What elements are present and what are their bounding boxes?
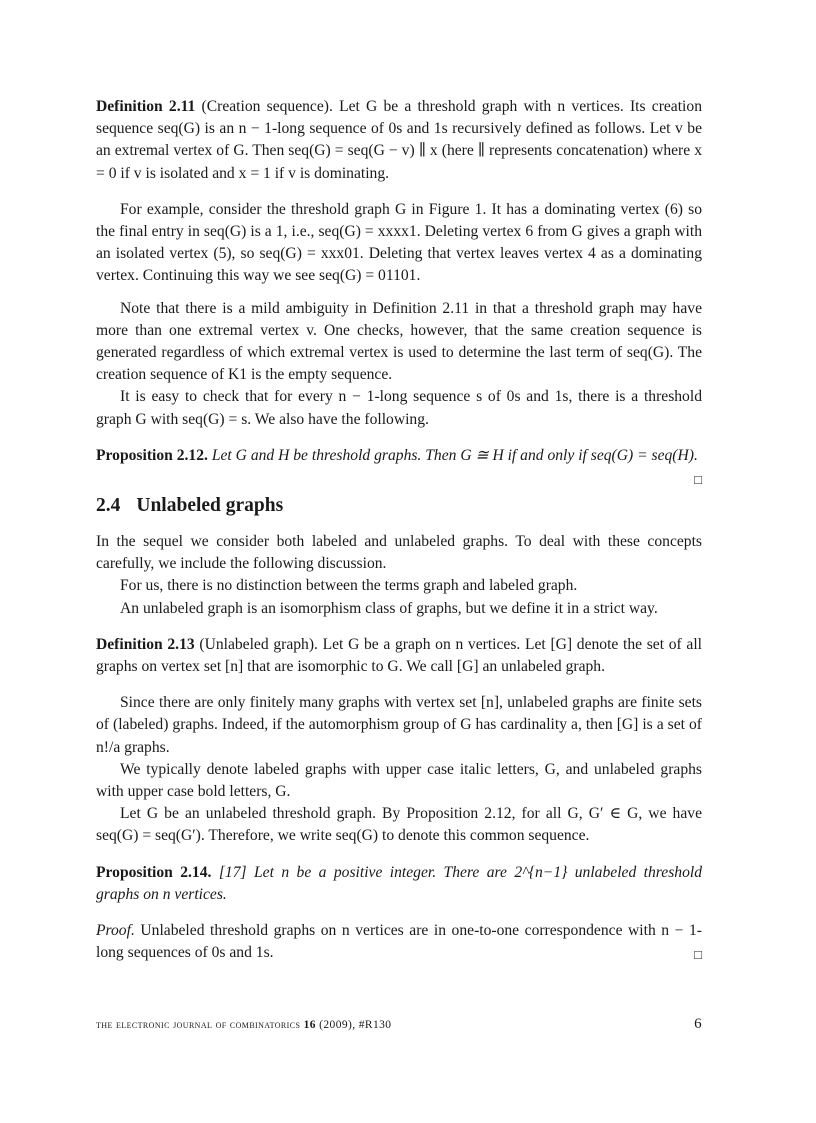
definition-body: Let G be a graph on n vertices. Let [G] denote the set of all graphs on vertex set [n] that are isomorphic to G. We call [G] an unlabeled graph.	[96, 635, 702, 676]
proposition-label: Proposition 2.14.	[96, 863, 212, 881]
qed-symbol: □	[694, 947, 702, 963]
proposition-2-14	[96, 862, 702, 906]
definition-label: Definition 2.11	[96, 98, 196, 115]
proposition-body: [17] Let n be a positive integer. There are 2^{n−1} unlabeled threshold graphs on n vertices.	[96, 863, 702, 903]
proof-label: Proof.	[96, 922, 135, 940]
page-content	[96, 96, 702, 967]
paragraph-finite-sets: Since there are only finitely many graphs with vertex set [n], unlabeled graphs are finite sets of (labeled) graphs. Indeed, if the automorphism group of G has cardinality a, then [G] is a set of n!/a graphs.	[96, 694, 702, 756]
paragraph-notation: We typically denote labeled graphs with upper case italic letters, G, and unlabeled graphs with upper case bold letters, G.	[96, 760, 702, 801]
journal-name: the electronic journal of combinatorics	[96, 1019, 301, 1031]
proof	[96, 920, 702, 964]
proposition-body: Let G and H be threshold graphs. Then G ≅ H if and only if seq(G) = seq(H).	[211, 446, 698, 464]
definition-2-11	[96, 96, 702, 185]
proof-body: Unlabeled threshold graphs on n vertices are in one-to-one correspondence with n − 1-long sequences of 0s and 1s.	[96, 922, 702, 962]
proposition-2-12	[96, 445, 702, 488]
definition-2-13	[96, 634, 702, 678]
page-footer	[96, 1016, 702, 1032]
paragraph-sequel: In the sequel we consider both labeled and unlabeled graphs. To deal with these concepts carefully, we include the following discussion.	[96, 533, 702, 573]
definition-title: (Creation sequence).	[201, 98, 333, 115]
paragraph-unlabeled-def: An unlabeled graph is an isomorphism class of graphs, but we define it in a strict way.	[120, 599, 658, 617]
definition-body: Let G be a threshold graph with n vertices. Its creation sequence seq(G) is an n − 1-long sequence of 0s and 1s recursively defined as follows. Let v be an extremal vertex of G. Then seq(G) = seq(G − v) ∥ x (here ∥ represents concatenation) where x = 0 if v is isolated and x = 1 if v is dominating.	[96, 98, 702, 182]
paragraph-terms: For us, there is no distinction between the terms graph and labeled graph.	[120, 577, 578, 595]
definition-title: (Unlabeled graph).	[199, 635, 318, 653]
page-number: 6	[694, 1016, 702, 1032]
section-number: 2.4	[96, 495, 121, 517]
proposition-label: Proposition 2.12.	[96, 446, 208, 464]
section-heading	[96, 493, 702, 519]
journal-volume: 16	[303, 1019, 316, 1031]
section-title: Unlabeled graphs	[136, 495, 284, 517]
paragraph-common-sequence: Let G be an unlabeled threshold graph. By Proposition 2.12, for all G, G′ ∈ G, we have seq(G) = seq(G′). Therefore, we write seq(G) to denote this common sequence.	[96, 805, 702, 845]
journal-year: (2009), #R130	[319, 1019, 392, 1031]
paragraph-example: For example, consider the threshold graph G in Figure 1. It has a dominating vertex (6) so the final entry in seq(G) is a 1, i.e., seq(G) = xxxx1. Deleting vertex 6 from G gives a graph with an isolated vertex (5), so seq(G) = xxx01. Deleting that vertex leaves vertex 4 as a dominating vertex. Continuing this way we see seq(G) = 01101.	[96, 200, 702, 285]
definition-label: Definition 2.13	[96, 635, 195, 653]
paragraph-sequence-check: It is easy to check that for every n − 1-long sequence s of 0s and 1s, there is a threshold graph G with seq(G) = s. We also have the following.	[96, 388, 702, 428]
qed-symbol: □	[694, 472, 702, 488]
paragraph-ambiguity: Note that there is a mild ambiguity in Definition 2.11 in that a threshold graph may have more than one extremal vertex v. One checks, however, that the same creation sequence is generated regardless of which extremal vertex is used to determine the last term of seq(G). The creation sequence of K1 is the empty sequence.	[96, 299, 702, 384]
